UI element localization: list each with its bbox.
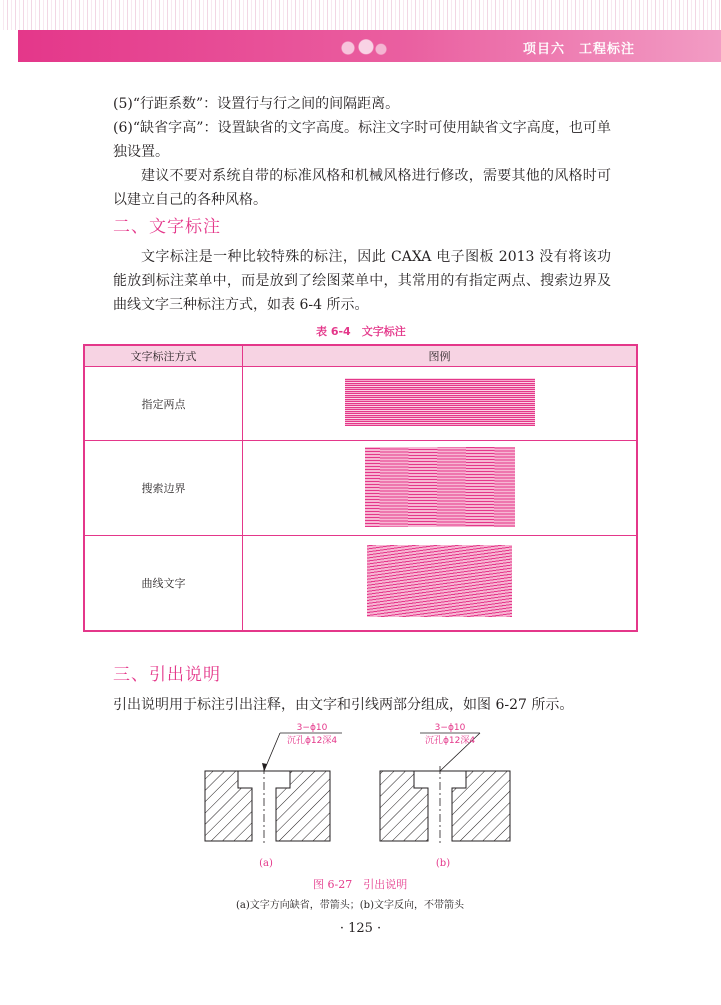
table-caption: 表 6-4 文字标注: [316, 325, 406, 338]
hatched-wall-right: [276, 771, 330, 841]
chapter-title: 项目六 工程标注: [522, 42, 635, 57]
paragraph-leader-note: 引出说明用于标注引出注释，由文字和引线两部分组成，如图 6-27 所示。: [113, 697, 574, 713]
text-annotation-table: [83, 344, 638, 632]
two-point-text-sample: [345, 378, 535, 426]
figure-a: [205, 723, 342, 869]
note-text-top: 3−ϕ10: [296, 723, 328, 733]
curve-text-sample: [367, 545, 512, 617]
table-cell-method: 曲线文字: [84, 536, 243, 631]
figure-caption: 图 6-27 引出说明: [313, 878, 408, 891]
hatched-wall-left: [380, 771, 428, 841]
section-heading-leader-note: 三、引出说明: [113, 665, 221, 685]
top-decoration: [0, 0, 721, 30]
section-heading-text-annotation: 二、文字标注: [113, 217, 221, 237]
note-text-top: 3−ϕ10: [434, 723, 466, 733]
table-cell-method: 搜索边界: [84, 441, 243, 536]
paragraph-text-annotation: 文字标注是一种比较特殊的标注，因此 CAXA 电子图板 2013 没有将该功能放到标注菜单中，而是放到了绘图菜单中，其常用的有指定两点、搜索边界及曲线文字三种标注方式，如表 6-4 所示。: [113, 249, 611, 313]
paragraph-line-spacing: (5)“行距系数”：设置行与行之间的间隔距离。: [113, 96, 400, 112]
paragraph-default-height: (6)“缺省字高”：设置缺省的文字高度。标注文字时可使用缺省文字高度，也可单独设置。: [113, 120, 611, 160]
label-a: (a): [259, 858, 273, 869]
leader-note-figure: [200, 716, 530, 876]
table-cell-example: [243, 536, 638, 631]
table-cell-example: [243, 441, 638, 536]
figure-b: [380, 723, 510, 869]
table-header-example: 图例: [243, 345, 638, 367]
label-b: (b): [435, 858, 451, 869]
table-cell-example: [243, 367, 638, 441]
paragraph-advice: 建议不要对系统自带的标准风格和机械风格进行修改，需要其他的风格时可以建立自己的各种风格。: [113, 168, 611, 208]
table-cell-method: 指定两点: [84, 367, 243, 441]
hatched-wall-left: [205, 771, 252, 841]
leader-arrow-icon: [262, 763, 267, 771]
page-number: · 125 ·: [339, 921, 382, 936]
figure-subcaption: (a)文字方向缺省，带箭头；(b)文字反向，不带箭头: [236, 900, 464, 911]
table-header-method: 文字标注方式: [84, 345, 243, 367]
note-text-bottom: 沉孔ϕ12深4: [424, 736, 476, 746]
header-flower-decoration: [330, 36, 390, 60]
hatched-wall-right: [452, 771, 510, 841]
note-text-bottom: 沉孔ϕ12深4: [286, 736, 338, 746]
boundary-text-sample: [365, 447, 515, 527]
